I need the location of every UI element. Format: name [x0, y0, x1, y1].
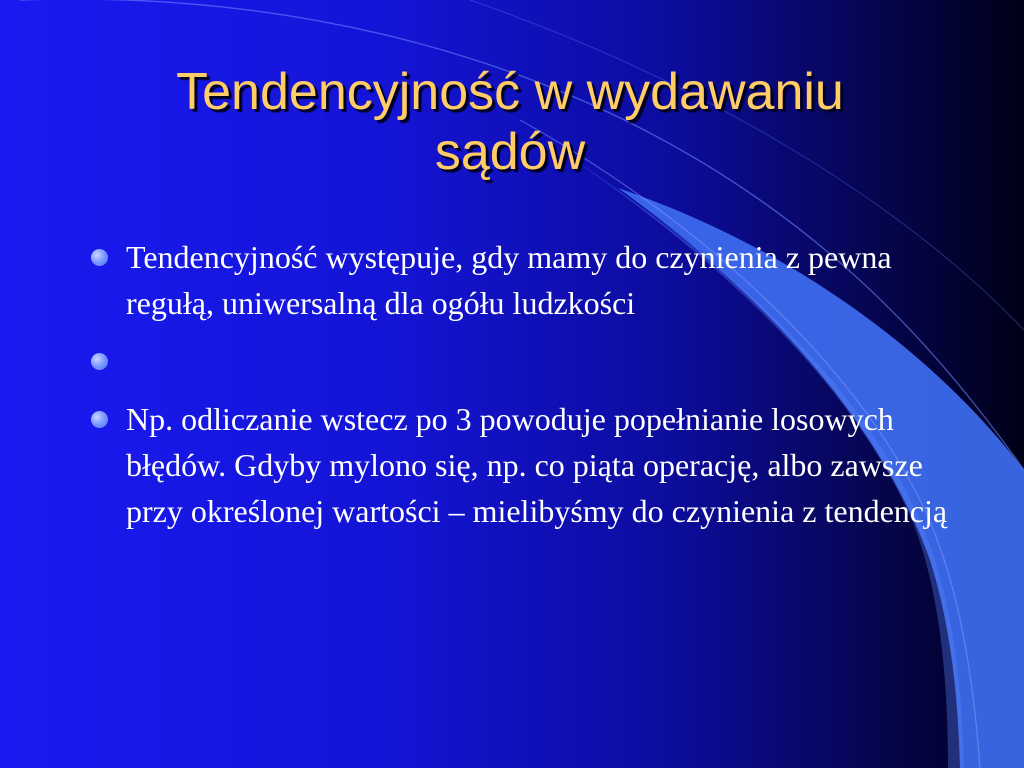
bullet-text: Np. odliczanie wstecz po 3 powoduje popełnianie losowych błędów. Gdyby mylono się, np. co piąta operację, albo zawsze przy określonej wartości – mielibyśmy do czynienia z tendencją: [126, 401, 948, 529]
bullet-dot-icon: [91, 353, 108, 370]
bullet-text: Tendencyjność występuje, gdy mamy do czynienia z pewna regułą, uniwersalną dla ogółu ludzkości: [126, 239, 892, 321]
bullet-item-empty: [88, 338, 948, 384]
bullet-dot-icon: [91, 411, 108, 428]
bullet-item: [88, 396, 948, 534]
title-line-1: Tendencyjność w wydawaniu: [176, 63, 844, 121]
title-line-2: sądów: [434, 123, 586, 181]
slide-title: [40, 62, 980, 182]
bullet-list: [88, 234, 948, 546]
bullet-item: [88, 234, 948, 326]
bullet-dot-icon: [91, 249, 108, 266]
